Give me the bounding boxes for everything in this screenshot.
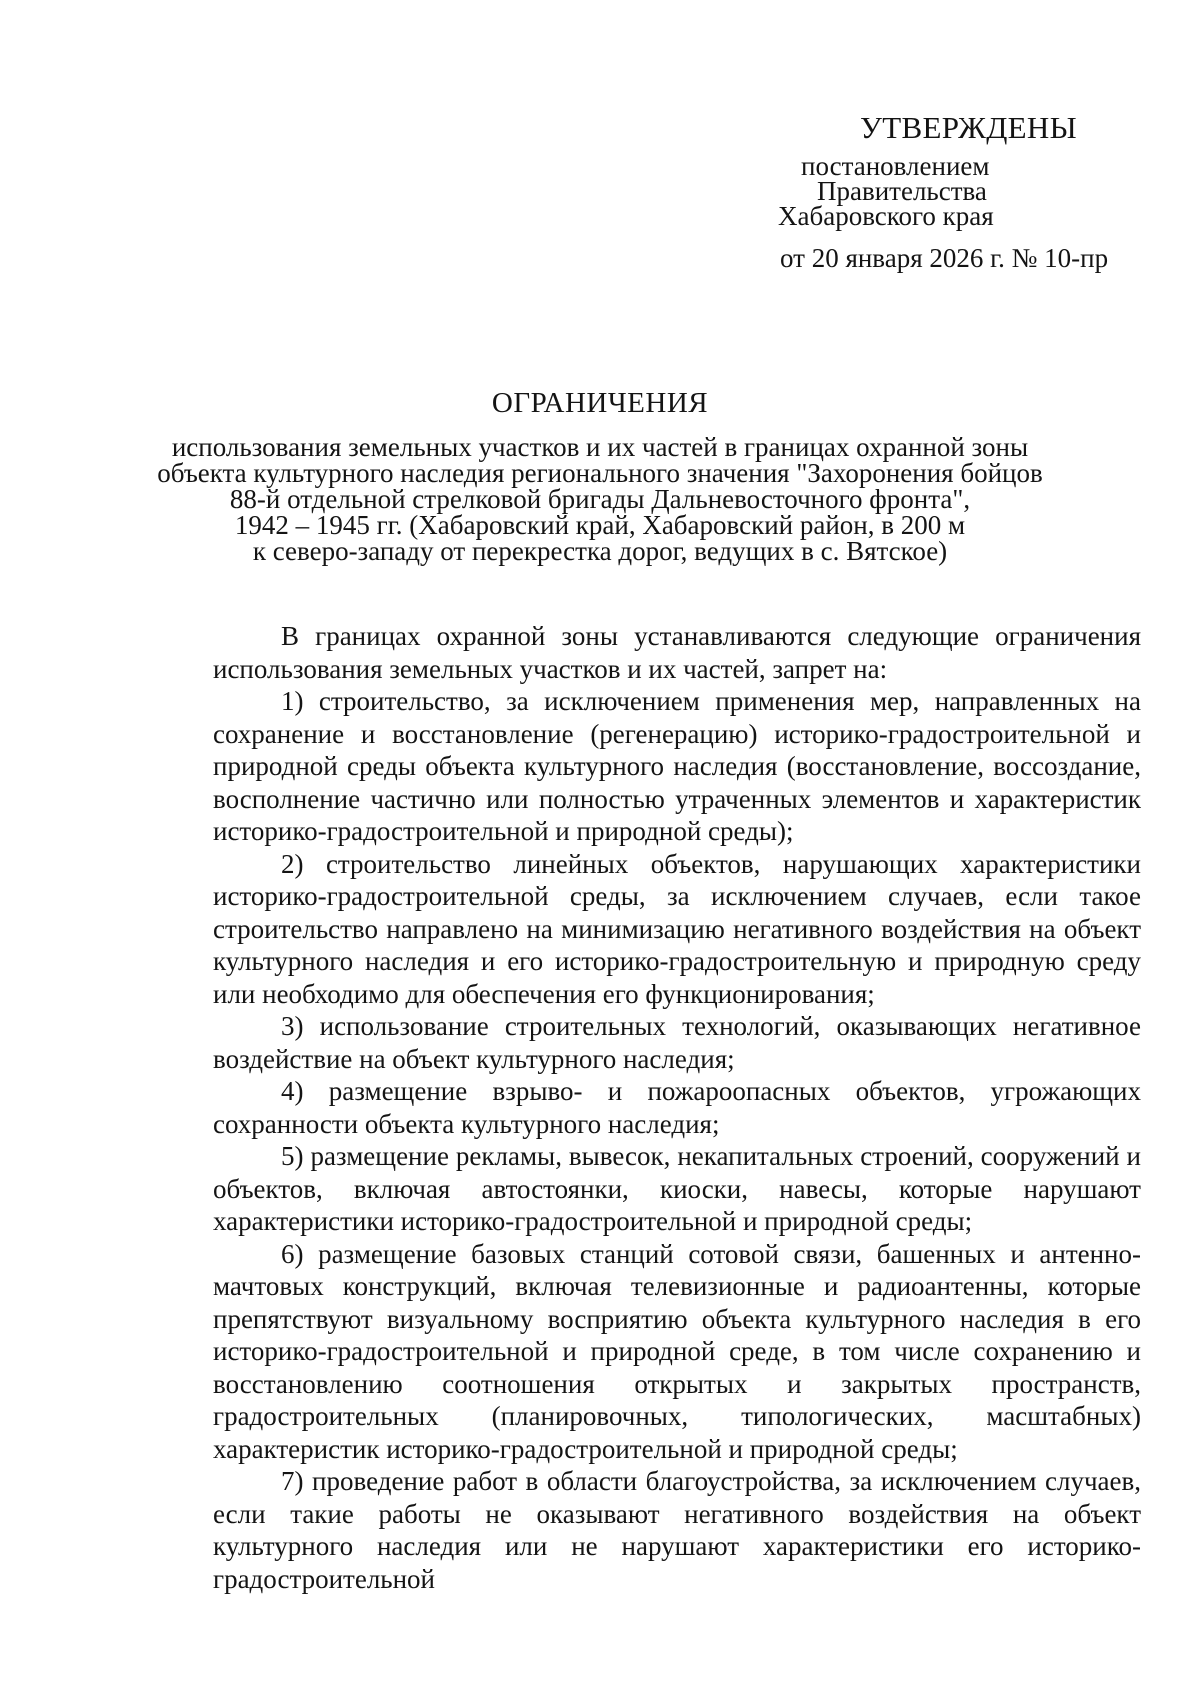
- document-title: ОГРАНИЧЕНИЯ: [491, 387, 709, 419]
- restriction-item-3: 3) использование строительных технологий, оказывающих негативное воздействие на объект культурного наследия;: [213, 1011, 1141, 1074]
- restriction-item-4: 4) размещение взрыво- и пожароопасных объектов, угрожающих сохранности объекта культурного наследия;: [213, 1076, 1141, 1139]
- approval-line-government: Правительства: [817, 176, 987, 206]
- restriction-item-1: 1) строительство, за исключением применения мер, направленных на сохранение и восстановление (регенерацию) историко-градостроительной и природной среды объекта культурного наследия (восстановление, воссоздание, восполнение частично или полностью утраченных элементов и характеристик историко-градостроительной и природной среды);: [213, 686, 1141, 846]
- subtitle-line-4: 1942 – 1945 гг. (Хабаровский край, Хабаровский район, в 200 м: [234, 510, 966, 540]
- restriction-item-6: 6) размещение базовых станций сотовой связи, башенных и антенно-мачтовых конструкций, включая телевизионные и радиоантенны, которые препятствуют визуальному восприятию объекта культурного наследия в его историко-градостроительной и природной среде, в том числе сохранению и восстановлению соотношения открытых и закрытых пространств, градостроительных (планировочных, типологических, масштабных) характеристик историко-градостроительной и природной среды;: [213, 1238, 1141, 1464]
- approval-title: УТВЕРЖДЕНЫ: [860, 110, 1077, 145]
- subtitle-line-1: использования земельных участков и их частей в границах охранной зоны: [171, 432, 1029, 462]
- body-intro: В границах охранной зоны устанавливаются следующие ограничения использования земельных участков и их частей, запрет на:: [213, 621, 1141, 684]
- restriction-item-7: 7) проведение работ в области благоустройства, за исключением случаев, если такие работы не оказывают негативного воздействия на объект культурного наследия или не нарушают характеристики его историко-градостроительной: [213, 1466, 1141, 1594]
- approval-line-region: Хабаровского края: [778, 201, 994, 231]
- subtitle-line-5: к северо-западу от перекрестка дорог, ведущих в с. Вятское): [252, 536, 948, 566]
- document-body: [213, 620, 1141, 1595]
- approval-date: от 20 января 2026 г. № 10-пр: [780, 243, 1109, 273]
- subtitle-line-3: 88-й отдельной стрелковой бригады Дальневосточного фронта",: [229, 484, 971, 514]
- approval-line-resolution: постановлением: [801, 151, 990, 181]
- subtitle-line-2: объекта культурного наследия регионального значения "Захоронения бойцов: [157, 458, 1043, 488]
- restriction-item-2: 2) строительство линейных объектов, нарушающих характеристики историко-градостроительной среды, за исключением случаев, если такое строительство направлено на минимизацию негативного воздействия на объект культурного наследия и его историко-градостроительную и природную среду или необходимо для обеспечения его функционирования;: [213, 848, 1141, 1009]
- restriction-item-5: 5) размещение рекламы, вывесок, некапитальных строений, сооружений и объектов, включая автостоянки, киоски, навесы, которые нарушают характеристики историко-градостроительной и природной среды;: [213, 1141, 1141, 1236]
